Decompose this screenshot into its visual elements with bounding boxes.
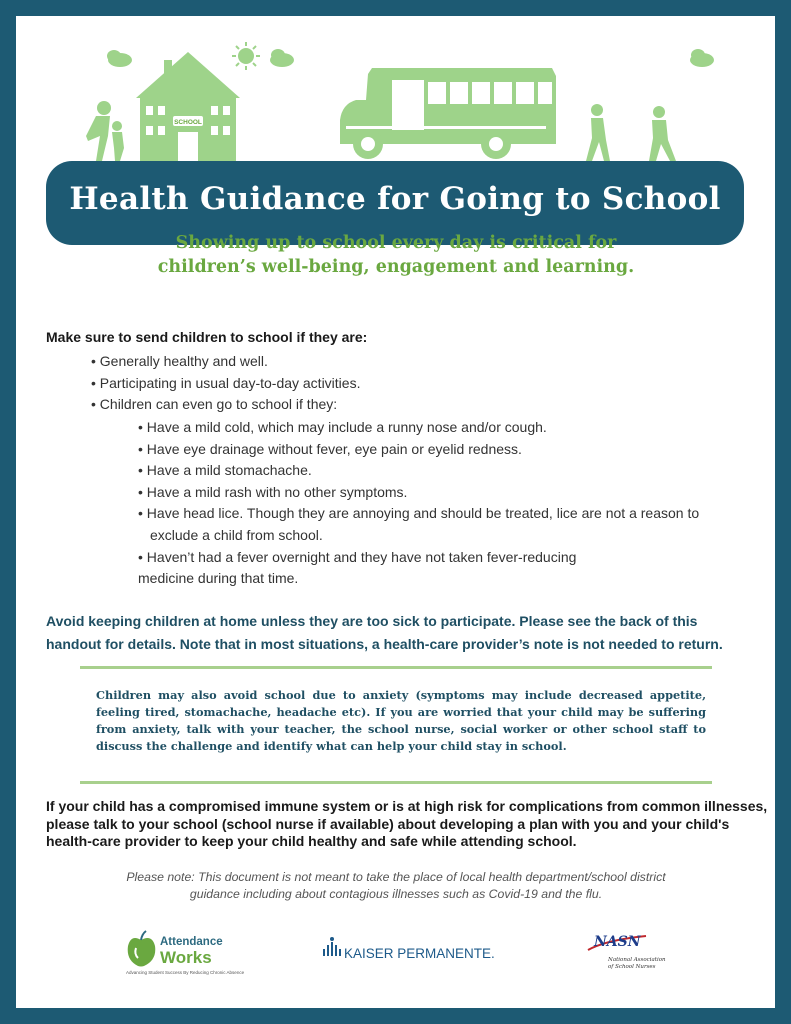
disclaimer-note (76, 869, 716, 903)
page-subtitle (76, 231, 716, 279)
handout-page (16, 16, 775, 1008)
main-list (91, 351, 360, 416)
list-item: • Children can even go to school if they: (91, 396, 338, 413)
logo-tagline: Advancing Student Success By Reducing Chronic Absence (126, 970, 245, 975)
intro-heading: Make sure to send children to school if they are: (46, 329, 368, 345)
kaiser-symbol-icon (322, 936, 342, 958)
logo-text: NASN (594, 934, 641, 950)
immune-paragraph: If your child has a compromised immune system or is at high risk for complications from common illnesses, please talk to your school (school nurse if available) about developing a plan with you and your child's health-care provider to keep your child healthy and safe while attending school. (46, 798, 768, 849)
student-walking-icon (586, 104, 610, 161)
list-item-text: • Have eye drainage without fever, eye pain or eyelid redness. (138, 440, 522, 457)
school-bus-icon (340, 68, 556, 159)
logo-text: Attendance (160, 936, 223, 948)
sub-list (138, 417, 718, 590)
list-item-text: • Haven’t had a fever overnight and they have not taken fever-reducing (138, 548, 577, 565)
list-item (138, 482, 718, 504)
cloud-icon (107, 50, 132, 67)
cloud-icon (270, 49, 294, 67)
logo-text: KAISER PERMANENTE. (344, 946, 495, 961)
list-item (138, 547, 718, 590)
list-item: • Participating in usual day-to-day activities. (91, 374, 361, 391)
cloud-icon (690, 49, 714, 67)
list-item-text: • Have head lice. Though they are annoying and should be treated, lice are not a reason to (138, 505, 700, 522)
subtitle-line: children’s well-being, engagement and learning. (157, 257, 635, 277)
divider-line (80, 781, 712, 784)
kaiser-permanente-logo (322, 936, 522, 966)
list-item (138, 439, 718, 461)
list-item: • Generally healthy and well. (91, 353, 268, 369)
subtitle-line: Showing up to school every day is critical for (175, 233, 617, 253)
school-sign: SCHOOL (174, 119, 202, 126)
apple-icon (124, 930, 158, 970)
logo-subtext: National Association of School Nurses (608, 957, 666, 970)
header-illustration (16, 16, 775, 181)
list-item-text: • Have a mild stomachache. (138, 462, 312, 479)
sun-icon (232, 42, 260, 70)
list-item-continuation: exclude a child from school. (150, 526, 323, 543)
list-item-continuation: medicine during that time. (138, 570, 299, 587)
list-item (138, 503, 718, 546)
divider-line (80, 666, 712, 669)
list-item (138, 460, 718, 482)
avoid-paragraph: Avoid keeping children at home unless they are too sick to participate. Please see the back of this handout for details. Note that in most situations, a health-care provider’s note is not needed to return. (46, 613, 723, 652)
list-item (138, 417, 718, 439)
student-walking-icon (649, 106, 676, 161)
anxiety-paragraph: Children may also avoid school due to anxiety (symptoms may include decreased appetite, feeling tired, stomachache, headache etc). If you are worried that your child may be suffering from anxiety, talk with your teacher, the school nurse, social worker or other school staff to discuss the challenge and identify what can help your child stay in school. (96, 688, 706, 753)
note-line: Please note: This document is not meant to take the place of local health department/school district (126, 870, 666, 884)
note-line: guidance including about contagious illnesses such as Covid-19 and the flu. (189, 887, 603, 901)
school-building-icon (136, 52, 240, 161)
parent-child-icon (86, 101, 124, 161)
list-item-text: • Have a mild cold, which may include a runny nose and/or cough. (138, 419, 547, 435)
list-item-text: • Have a mild rash with no other symptoms. (138, 483, 408, 500)
attendance-works-logo (124, 930, 244, 980)
nasn-logo (586, 930, 666, 990)
page-title: Health Guidance for Going to School (69, 181, 721, 217)
logo-text: Works (160, 948, 212, 967)
